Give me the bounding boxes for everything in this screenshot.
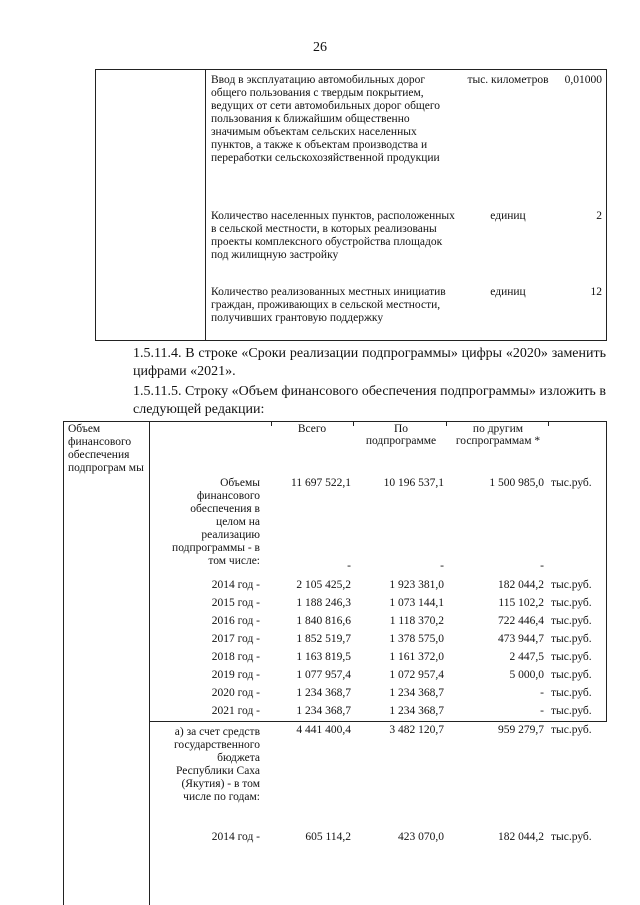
- header-tick: [353, 421, 354, 426]
- year-label: 2015 год -: [211, 597, 260, 609]
- section-divider: [149, 721, 607, 722]
- paragraph-1511-5: 1.5.11.5. Строку «Объем финансового обеспечения подпрограммы» изложить в следующей редакции:: [133, 384, 606, 417]
- unit-label: тыс.руб.: [551, 477, 592, 489]
- year-label: 2019 год -: [211, 669, 260, 681]
- unit-label: тыс.руб.: [551, 687, 592, 699]
- subprogram-value: 1 073 144,1: [389, 597, 444, 609]
- total-value: 1 840 816,6: [296, 615, 351, 627]
- section-a-label: а) за счет средств государственного бюджета Республики Саха (Якутия) - в том числе по годам:: [174, 726, 260, 803]
- other-value: 182 044,2: [498, 579, 544, 591]
- other-value: 959 279,7: [498, 724, 544, 736]
- indicator-unit: единиц: [490, 286, 526, 298]
- indicator-value: 2: [596, 210, 602, 222]
- unit-label: тыс.руб.: [551, 633, 592, 645]
- year-label: 2020 год -: [211, 687, 260, 699]
- other-value: 2 447,5: [509, 651, 544, 663]
- year-label: 2014 год -: [211, 579, 260, 591]
- indicator-description: Количество реализованных местных инициатив граждан, проживающих в сельской местности, получивших грантовую поддержку: [211, 286, 446, 324]
- unit-label: тыс.руб.: [551, 579, 592, 591]
- table-border-left: [63, 421, 64, 905]
- subprogram-value: 1 378 575,0: [389, 633, 444, 645]
- year-label: 2017 год -: [211, 633, 260, 645]
- other-value: -: [540, 687, 544, 699]
- subprogram-value: 1 161 372,0: [389, 651, 444, 663]
- total-value: 1 077 957,4: [296, 669, 351, 681]
- unit-label: тыс.руб.: [551, 597, 592, 609]
- indicator-value: 0,01000: [564, 74, 602, 86]
- indicators-table: [95, 69, 607, 341]
- other-value: 1 500 985,0: [489, 477, 544, 489]
- other-value: -: [540, 705, 544, 717]
- other-value: 473 944,7: [498, 633, 544, 645]
- total-value: 1 234 368,7: [296, 705, 351, 717]
- subprogram-value: 1 118 370,2: [389, 615, 444, 627]
- dash-mark: -: [440, 560, 444, 572]
- year-label: 2018 год -: [211, 651, 260, 663]
- unit-label: тыс.руб.: [551, 615, 592, 627]
- paragraph-1511-4: 1.5.11.4. В строке «Сроки реализации подпрограммы» цифры «2020» заменить цифрами «2021».: [133, 346, 606, 379]
- total-value: 1 852 519,7: [296, 633, 351, 645]
- other-value: 5 000,0: [509, 669, 544, 681]
- other-value: 115 102,2: [498, 597, 544, 609]
- unit-label: тыс.руб.: [551, 651, 592, 663]
- header-total: Всего: [297, 423, 327, 435]
- subprogram-value: 10 196 537,1: [383, 477, 444, 489]
- unit-label: тыс.руб.: [551, 669, 592, 681]
- total-value: 1 163 819,5: [296, 651, 351, 663]
- total-value: 4 441 400,4: [296, 724, 351, 736]
- table-column-divider: [205, 70, 206, 340]
- indicator-unit: тыс. километров: [467, 74, 549, 86]
- table-column-divider: [149, 421, 150, 905]
- table-border-top: [63, 421, 607, 422]
- other-value: 722 446,4: [498, 615, 544, 627]
- subprogram-value: 1 234 368,7: [389, 705, 444, 717]
- indicator-unit: единиц: [490, 210, 526, 222]
- other-value: 182 044,2: [498, 831, 544, 843]
- subprogram-value: 423 070,0: [398, 831, 444, 843]
- total-value: 1 188 246,3: [296, 597, 351, 609]
- total-value: 605 114,2: [305, 831, 351, 843]
- header-tick: [548, 421, 549, 426]
- year-label: 2021 год -: [211, 705, 260, 717]
- year-label: 2016 год -: [211, 615, 260, 627]
- total-value: 11 697 522,1: [291, 477, 351, 489]
- unit-label: тыс.руб.: [551, 724, 592, 736]
- year-label: 2014 год -: [211, 831, 260, 843]
- total-value: 1 234 368,7: [296, 687, 351, 699]
- unit-label: тыс.руб.: [551, 705, 592, 717]
- total-row-label: Объемы финансового обеспечения в целом на реализацию подпрограммы - в том числе:: [172, 477, 260, 567]
- subprogram-value: 1 072 957,4: [389, 669, 444, 681]
- indicator-description: Количество населенных пунктов, расположенных в сельской местности, в которых реализованы проекты комплексного обустройства площадок под жилищную застройку: [211, 210, 455, 261]
- row-label: Объем финансового обеспечения подпрограм мы: [68, 423, 144, 474]
- header-tick: [446, 421, 447, 426]
- unit-label: тыс.руб.: [551, 831, 592, 843]
- header-subprogram: По подпрограмме: [365, 423, 437, 447]
- dash-mark: -: [540, 560, 544, 572]
- finance-table: [63, 421, 607, 905]
- indicator-value: 12: [590, 286, 602, 298]
- subprogram-value: 1 923 381,0: [389, 579, 444, 591]
- indicator-description: Ввод в эксплуатацию автомобильных дорог общего пользования с твердым покрытием, ведущих от сети автомобильных дорог общего пользования к ближайшим общественно значимым объектам сельских населенных пунктов, а также к объектам производства и переработки сельскохозяйственной продукции: [211, 74, 441, 164]
- dash-mark: -: [347, 560, 351, 572]
- subprogram-value: 3 482 120,7: [389, 724, 444, 736]
- subprogram-value: 1 234 368,7: [389, 687, 444, 699]
- total-value: 2 105 425,2: [296, 579, 351, 591]
- header-other-programs: по другим госпрограммам *: [455, 423, 541, 447]
- page-number: 26: [313, 40, 327, 55]
